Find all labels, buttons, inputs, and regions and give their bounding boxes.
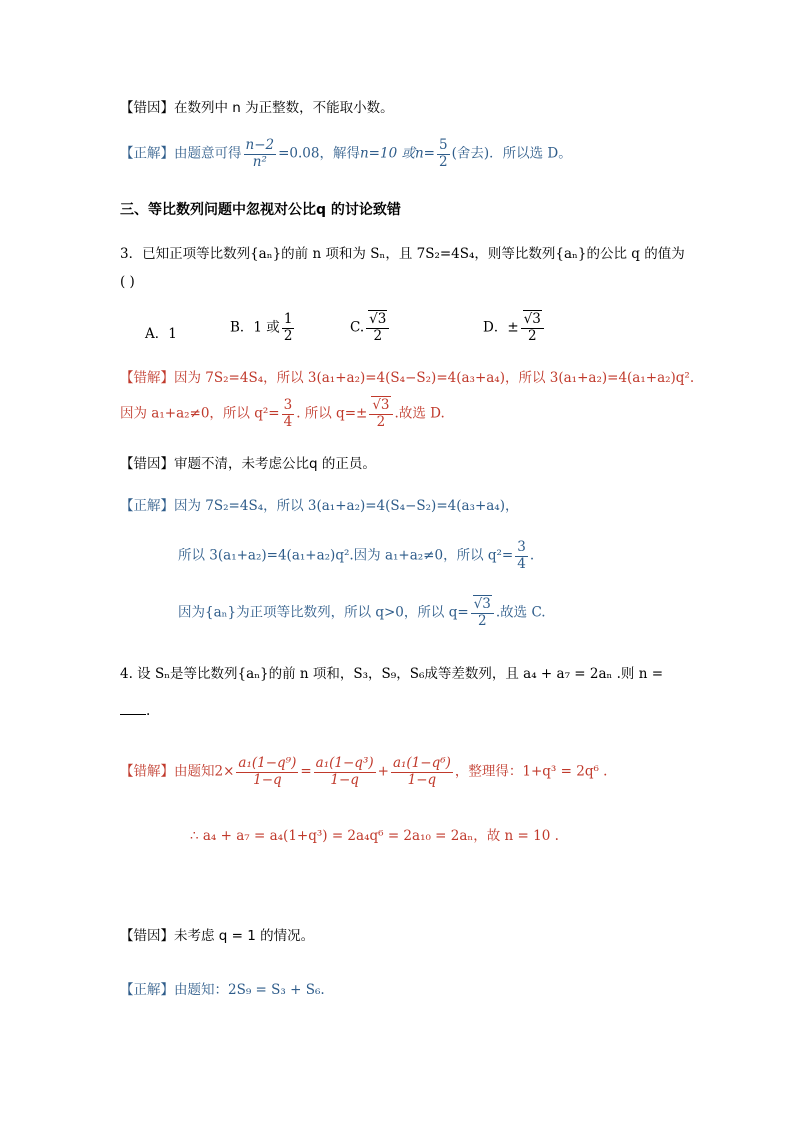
cuo-yin-text: 在数列中 n 为正整数，不能取小数。 xyxy=(174,100,394,116)
zheng-jie-prefix: 由题意可得 xyxy=(174,145,242,162)
zheng-jie-tag: 【正解】 xyxy=(120,145,174,162)
q3-cuo-yin-line: 【错因】审题不清，未考虑公比q 的正员。 xyxy=(120,456,376,472)
q3-option-c: C. $\frac{√3}{2}$ xyxy=(350,312,391,344)
q4-cuo-yin-line: 【错因】未考虑 q = 1 的情况。 xyxy=(120,928,315,944)
cuo-yin-tag: 【错因】 xyxy=(120,100,174,116)
zheng-jie-eq: =0.08，解得 xyxy=(278,145,360,162)
fraction-3-over-4: $\frac{3}{4}$ xyxy=(283,397,293,430)
zheng-jie-suffix: (舍去)．所以选 D。 xyxy=(451,145,572,162)
fraction-sqrt3-over-2: $\frac{√3}{2}$ xyxy=(369,398,392,430)
q3-stem-line-2: ( ) xyxy=(120,274,135,290)
zheng-jie-n10: n=10 或 xyxy=(359,145,415,162)
q4-cuo-jie-line-1: 【错解】由题知2× $\frac{\text{a₁(1−q⁹)}}{1-q}$ = $\frac{\text{a₁(1−q³)}}{1-q}$ + $\frac{\text{a₁(1−q⁶)}}{1-q}$ ，整理得：1+q³ = 2q⁶ . xyxy=(120,755,608,788)
q3-option-d: D．± $\frac{√3}{2}$ xyxy=(483,312,546,344)
section-heading-3: 三、等比数列问题中忽视对公比q 的讨论致错 xyxy=(120,202,401,218)
answer-blank xyxy=(120,704,146,715)
cuo-yin-line-1 xyxy=(120,102,394,116)
q3-cuo-jie-text-1: 因为 7S₂=4S₄，所以 3(a₁+a₂)=4(S₄−S₂)=4(a₃+a₄)，所以 3(a₁+a₂)=4(a₁+a₂)q². xyxy=(174,370,695,386)
q3-cuo-jie-line-1 xyxy=(120,372,694,386)
q4-zheng-jie-line: 【正解】由题知：2S₉ = S₃ + S₆. xyxy=(120,982,325,998)
q4-stem-line-1: 4. 设 Sₙ是等比数列{aₙ}的前 n 项和，S₃，S₉，S₆成等差数列，且 a₄ + a₇ = 2aₙ .则 n = xyxy=(120,666,664,682)
fraction-n-2-over-n2: $\frac{n-2}{\text{n²}}$ xyxy=(245,137,275,170)
q3-zheng-jie-line-1: 【正解】因为 7S₂=4S₄，所以 3(a₁+a₂)=4(S₄−S₂)=4(a₃+a₄)， xyxy=(120,498,519,514)
q3-option-a: A．1 xyxy=(145,326,177,342)
fraction-5-over-2: $\frac{5}{2}$ xyxy=(438,137,448,170)
q4-cuo-jie-line-2: ∴ a₄ + a₇ = a₄(1+q³) = 2a₄q⁶ = 2a₁₀ = 2aₙ，故 n = 10 . xyxy=(190,828,559,844)
zheng-jie-n-eq: n= xyxy=(414,145,435,162)
q3-zheng-jie-line-3: 因为{aₙ}为正项等比数列，所以 q>0，所以 q= $\frac{√3}{2}$ .故选 C. xyxy=(178,596,546,629)
q3-stem-line-1: 3．已知正项等比数列{aₙ}的前 n 项和为 Sₙ，且 7S₂=4S₄，则等比数列{aₙ}的公比 q 的值为 xyxy=(120,246,685,262)
q3-option-b: B．1 或 $\frac{1}{2}$ xyxy=(230,311,293,344)
q4-stem-line-2: . xyxy=(120,704,150,719)
cuo-jie-tag: 【错解】 xyxy=(120,370,174,386)
zheng-jie-line-1 xyxy=(120,138,572,170)
q3-cuo-jie-line-2: 因为 a₁+a₂≠0，所以 q²= $\frac{3}{4}$ . 所以 q=± $\frac{√3}{2}$ .故选 D. xyxy=(120,397,445,430)
q3-zheng-jie-line-2: 所以 3(a₁+a₂)=4(a₁+a₂)q².因为 a₁+a₂≠0，所以 q²= $\frac{3}{4}$ . xyxy=(178,539,535,572)
